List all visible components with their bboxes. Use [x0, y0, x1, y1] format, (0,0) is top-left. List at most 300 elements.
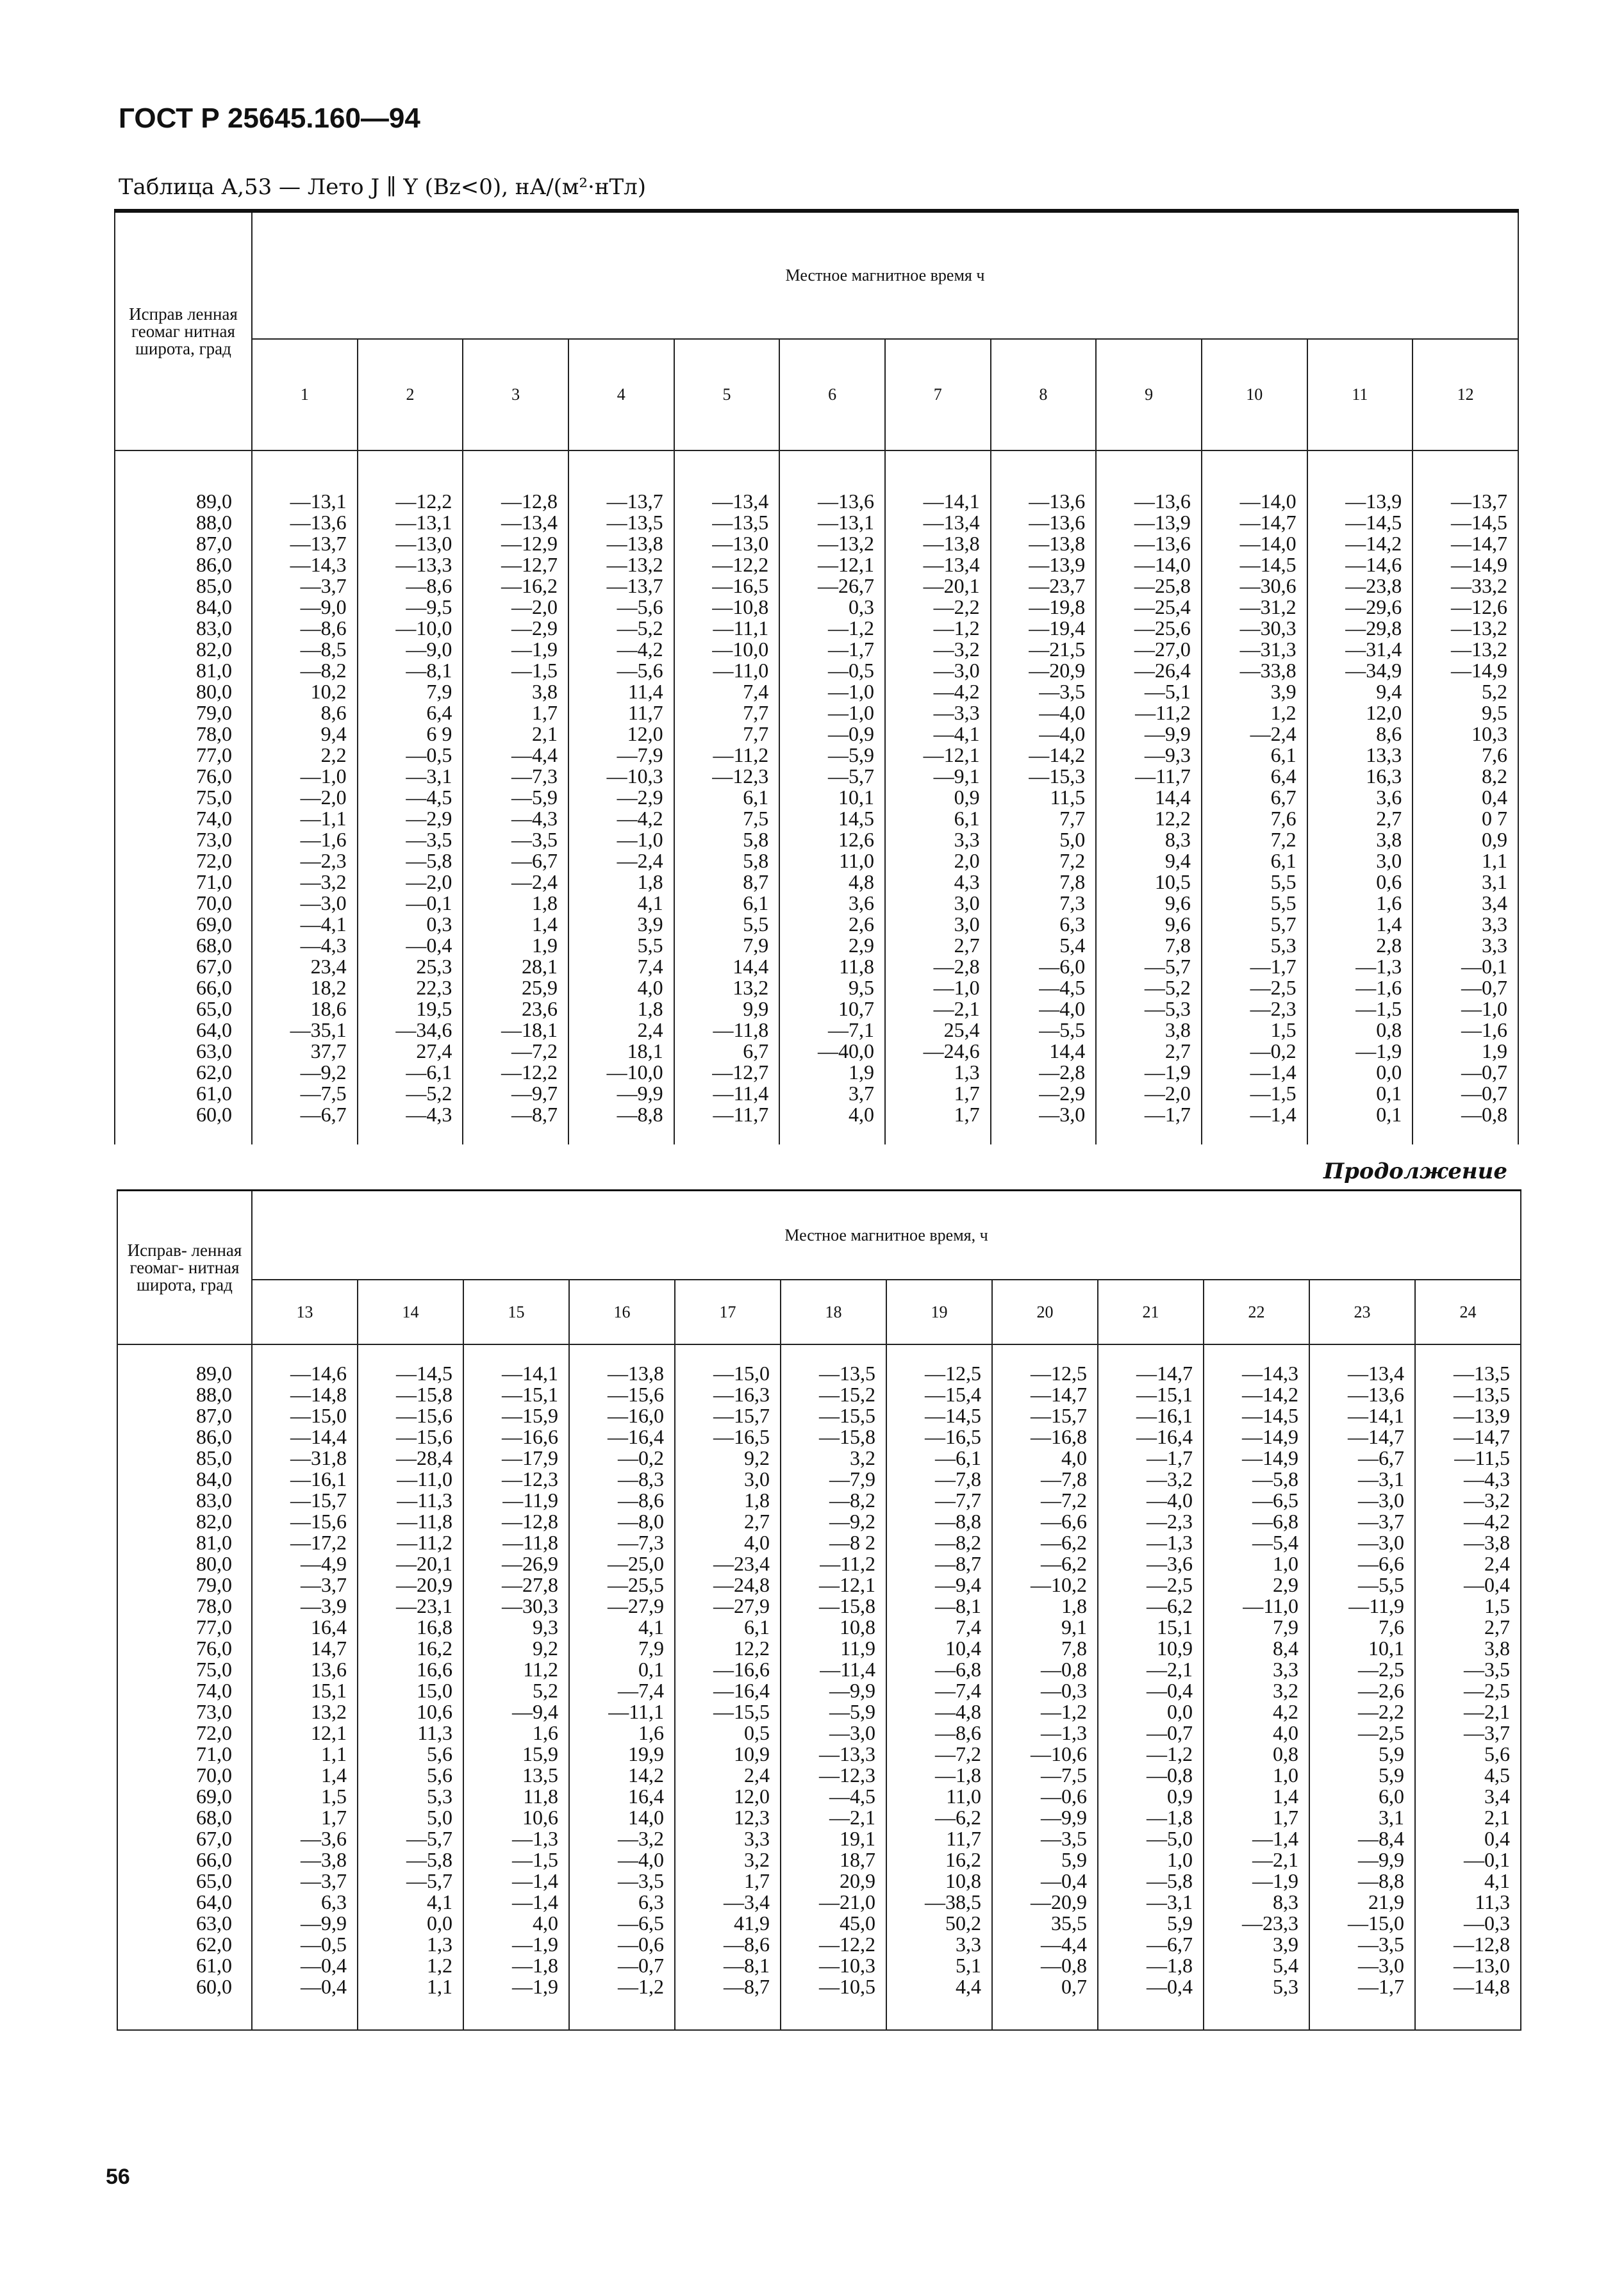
table-row: [117, 1807, 1521, 1828]
value-cell: —12,5: [992, 1344, 1098, 1384]
value-cell: —2,3: [1202, 998, 1307, 1020]
value-cell: —13,5: [781, 1344, 886, 1384]
latitude-cell: 74,0: [115, 808, 252, 829]
value-cell: —16,5: [675, 1426, 781, 1448]
value-cell: 8,4: [1204, 1638, 1309, 1659]
value-cell: —3,6: [1098, 1553, 1204, 1574]
value-cell: —38,5: [886, 1892, 992, 1913]
value-cell: 5,2: [1413, 681, 1518, 702]
value-cell: —5,4: [1204, 1532, 1309, 1553]
latitude-cell: 87,0: [117, 1405, 252, 1426]
value-cell: 9,4: [1307, 681, 1413, 702]
value-cell: 6,3: [569, 1892, 675, 1913]
value-cell: —14,5: [358, 1344, 463, 1384]
value-cell: 3,3: [1413, 914, 1518, 935]
value-cell: —4,5: [991, 977, 1097, 998]
value-cell: 15,0: [358, 1680, 463, 1701]
value-cell: 10,5: [1096, 871, 1202, 893]
value-cell: —3,7: [1415, 1722, 1521, 1744]
value-cell: —16,4: [1098, 1426, 1204, 1448]
value-cell: 2,2: [252, 745, 358, 766]
value-cell: —1,6: [1307, 977, 1413, 998]
value-cell: —12,6: [1413, 597, 1518, 618]
value-cell: —8,8: [568, 1104, 674, 1144]
value-cell: —10,5: [781, 1976, 886, 2030]
value-cell: —4,5: [358, 787, 463, 808]
value-cell: —6,2: [1098, 1596, 1204, 1617]
latitude-cell: 75,0: [115, 787, 252, 808]
value-cell: —17,9: [463, 1448, 569, 1469]
table-row: [115, 512, 1518, 533]
value-cell: —1,0: [1413, 998, 1518, 1020]
value-cell: —15,0: [675, 1344, 781, 1384]
value-cell: —14,9: [1413, 554, 1518, 575]
value-cell: —6,5: [1204, 1490, 1309, 1511]
value-cell: 16,4: [252, 1617, 358, 1638]
table-row: [115, 977, 1518, 998]
value-cell: —5,8: [358, 1849, 463, 1870]
value-cell: 13,6: [252, 1659, 358, 1680]
latitude-cell: 63,0: [115, 1041, 252, 1062]
value-cell: —23,1: [358, 1596, 463, 1617]
value-cell: —11,3: [358, 1490, 463, 1511]
value-cell: —13,1: [358, 512, 463, 533]
value-cell: —11,2: [674, 745, 780, 766]
value-cell: —14,5: [1413, 512, 1518, 533]
value-cell: —3,6: [252, 1828, 358, 1849]
value-cell: 20,9: [781, 1870, 886, 1892]
value-cell: 3,0: [885, 914, 991, 935]
value-cell: —0,4: [992, 1870, 1098, 1892]
value-cell: —5,0: [1098, 1828, 1204, 1849]
value-cell: 1,7: [463, 702, 568, 723]
value-cell: —13,5: [1415, 1344, 1521, 1384]
value-cell: —15,5: [781, 1405, 886, 1426]
value-cell: —0,3: [992, 1680, 1098, 1701]
value-cell: —29,8: [1307, 618, 1413, 639]
latitude-cell: 80,0: [115, 681, 252, 702]
value-cell: —7,8: [992, 1469, 1098, 1490]
value-cell: —3,5: [358, 829, 463, 850]
value-cell: 9,6: [1096, 893, 1202, 914]
value-cell: —14,6: [1307, 554, 1413, 575]
value-cell: —15,7: [252, 1490, 358, 1511]
value-cell: —8,6: [569, 1490, 675, 1511]
value-cell: —5,5: [1309, 1574, 1415, 1596]
value-cell: —9,0: [252, 597, 358, 618]
value-cell: —4,0: [991, 998, 1097, 1020]
value-cell: 0,4: [1413, 787, 1518, 808]
value-cell: 0,7: [992, 1976, 1098, 2030]
value-cell: 5,5: [1202, 871, 1307, 893]
value-cell: —8,4: [1309, 1828, 1415, 1849]
value-cell: 7,9: [358, 681, 463, 702]
value-cell: 4,0: [779, 1104, 885, 1144]
value-cell: 11,3: [358, 1722, 463, 1744]
value-cell: —1,8: [1098, 1955, 1204, 1976]
value-cell: 8,3: [1204, 1892, 1309, 1913]
value-cell: —12,2: [781, 1934, 886, 1955]
value-cell: —2,1: [1204, 1849, 1309, 1870]
value-cell: 19,9: [569, 1744, 675, 1765]
value-cell: 1,4: [463, 914, 568, 935]
value-cell: —13,6: [991, 450, 1097, 512]
table-row: [117, 1744, 1521, 1765]
value-cell: —4,3: [1415, 1469, 1521, 1490]
value-cell: —0,4: [358, 935, 463, 956]
value-cell: —3,1: [1098, 1892, 1204, 1913]
value-cell: —11,4: [781, 1659, 886, 1680]
hour-header: 10: [1202, 339, 1307, 450]
latitude-cell: 84,0: [117, 1469, 252, 1490]
value-cell: —14,5: [1204, 1405, 1309, 1426]
value-cell: —25,8: [1096, 575, 1202, 597]
table-row: [117, 1469, 1521, 1490]
hour-header: 2: [358, 339, 463, 450]
value-cell: 0,5: [675, 1722, 781, 1744]
value-cell: —16,8: [992, 1426, 1098, 1448]
value-cell: —13,4: [463, 512, 568, 533]
value-cell: 11,3: [1415, 1892, 1521, 1913]
latitude-cell: 70,0: [115, 893, 252, 914]
value-cell: —0,2: [1202, 1041, 1307, 1062]
latitude-cell: 73,0: [115, 829, 252, 850]
latitude-cell: 86,0: [117, 1426, 252, 1448]
value-cell: 3,9: [1202, 681, 1307, 702]
latitude-cell: 89,0: [117, 1344, 252, 1384]
value-cell: —8,1: [358, 660, 463, 681]
value-cell: —3,8: [252, 1849, 358, 1870]
latitude-cell: 60,0: [115, 1104, 252, 1144]
value-cell: —1,3: [1307, 956, 1413, 977]
value-cell: —11,1: [674, 618, 780, 639]
table-row: [115, 1062, 1518, 1083]
value-cell: 4,0: [463, 1913, 569, 1934]
value-cell: —16,6: [675, 1659, 781, 1680]
value-cell: —8,6: [675, 1934, 781, 1955]
value-cell: —9,4: [886, 1574, 992, 1596]
value-cell: —5,2: [1096, 977, 1202, 998]
value-cell: 1,5: [252, 1786, 358, 1807]
value-cell: —14,9: [1204, 1426, 1309, 1448]
value-cell: —4,4: [992, 1934, 1098, 1955]
value-cell: —6,6: [1309, 1553, 1415, 1574]
value-cell: 13,5: [463, 1765, 569, 1786]
value-cell: —2,3: [1098, 1511, 1204, 1532]
value-cell: 7,7: [674, 702, 780, 723]
value-cell: 18,7: [781, 1849, 886, 1870]
value-cell: 4,1: [1415, 1870, 1521, 1892]
value-cell: —5,8: [358, 850, 463, 871]
latitude-cell: 83,0: [117, 1490, 252, 1511]
document-header: ГОСТ Р 25645.160—94: [119, 103, 420, 134]
value-cell: —16,1: [1098, 1405, 1204, 1426]
latitude-cell: 72,0: [117, 1722, 252, 1744]
hour-header: 14: [358, 1280, 463, 1344]
value-cell: 4,0: [568, 977, 674, 998]
value-cell: —11,2: [358, 1532, 463, 1553]
value-cell: —12,7: [463, 554, 568, 575]
value-cell: 0,0: [1307, 1062, 1413, 1083]
value-cell: —13,4: [885, 554, 991, 575]
value-cell: —14,7: [1415, 1426, 1521, 1448]
value-cell: 16,2: [886, 1849, 992, 1870]
value-cell: —2,3: [252, 850, 358, 871]
table-row: [117, 1384, 1521, 1405]
value-cell: —20,9: [992, 1892, 1098, 1913]
value-cell: —4,3: [358, 1104, 463, 1144]
value-cell: —14,3: [1204, 1344, 1309, 1384]
value-cell: —25,5: [569, 1574, 675, 1596]
value-cell: 7,5: [674, 808, 780, 829]
value-cell: —1,8: [463, 1955, 569, 1976]
value-cell: 19,5: [358, 998, 463, 1020]
value-cell: —8,7: [886, 1553, 992, 1574]
value-cell: 5,1: [886, 1955, 992, 1976]
value-cell: 9,4: [1096, 850, 1202, 871]
table-row: [117, 1828, 1521, 1849]
value-cell: 25,3: [358, 956, 463, 977]
value-cell: —29,6: [1307, 597, 1413, 618]
latitude-cell: 81,0: [115, 660, 252, 681]
latitude-cell: 61,0: [115, 1083, 252, 1104]
value-cell: —12,3: [463, 1469, 569, 1490]
value-cell: 11,7: [886, 1828, 992, 1849]
value-cell: —2,0: [1096, 1083, 1202, 1104]
value-cell: —0,4: [1415, 1574, 1521, 1596]
value-cell: 12,6: [779, 829, 885, 850]
value-cell: —5,6: [568, 660, 674, 681]
value-cell: —14,2: [1204, 1384, 1309, 1405]
value-cell: —11,4: [674, 1083, 780, 1104]
value-cell: —13,2: [779, 533, 885, 554]
value-cell: —0,4: [1098, 1680, 1204, 1701]
value-cell: —8,8: [886, 1511, 992, 1532]
value-cell: 9,4: [252, 723, 358, 745]
value-cell: —12,2: [674, 554, 780, 575]
value-cell: —3,0: [991, 1104, 1097, 1144]
local-time-header: Местное магнитное время, ч: [252, 1191, 1521, 1280]
value-cell: 11,4: [568, 681, 674, 702]
value-cell: —11,1: [569, 1701, 675, 1722]
value-cell: —26,9: [463, 1553, 569, 1574]
value-cell: 5,0: [991, 829, 1097, 850]
value-cell: —10,0: [568, 1062, 674, 1083]
value-cell: —1,2: [992, 1701, 1098, 1722]
value-cell: 11,8: [463, 1786, 569, 1807]
value-cell: 16,2: [358, 1638, 463, 1659]
value-cell: 10,9: [1098, 1638, 1204, 1659]
value-cell: —13,0: [358, 533, 463, 554]
value-cell: —13,0: [1415, 1955, 1521, 1976]
table-row: [117, 1659, 1521, 1680]
value-cell: —31,4: [1307, 639, 1413, 660]
value-cell: —12,8: [1415, 1934, 1521, 1955]
value-cell: —21,0: [781, 1892, 886, 1913]
value-cell: —12,2: [358, 450, 463, 512]
value-cell: —31,3: [1202, 639, 1307, 660]
value-cell: 41,9: [675, 1913, 781, 1934]
value-cell: —4,2: [1415, 1511, 1521, 1532]
value-cell: 8,6: [1307, 723, 1413, 745]
latitude-cell: 85,0: [115, 575, 252, 597]
latitude-cell: 71,0: [115, 871, 252, 893]
value-cell: —6,5: [569, 1913, 675, 1934]
value-cell: 10,4: [886, 1638, 992, 1659]
value-cell: —2,5: [1309, 1722, 1415, 1744]
value-cell: 5,5: [674, 914, 780, 935]
value-cell: —35,1: [252, 1020, 358, 1041]
value-cell: —3,7: [252, 1574, 358, 1596]
value-cell: —15,6: [569, 1384, 675, 1405]
value-cell: 9,6: [1096, 914, 1202, 935]
value-cell: —7,4: [569, 1680, 675, 1701]
latitude-cell: 70,0: [117, 1765, 252, 1786]
value-cell: —13,8: [991, 533, 1097, 554]
value-cell: 1,6: [569, 1722, 675, 1744]
data-table-hours-1-12: [114, 209, 1519, 1144]
value-cell: —9,9: [252, 1913, 358, 1934]
value-cell: —2,6: [1309, 1680, 1415, 1701]
value-cell: —1,7: [1096, 1104, 1202, 1144]
latitude-cell: 83,0: [115, 618, 252, 639]
value-cell: —4,1: [252, 914, 358, 935]
value-cell: —16,1: [252, 1469, 358, 1490]
value-cell: 9,2: [675, 1448, 781, 1469]
value-cell: —8,7: [675, 1976, 781, 2030]
value-cell: 1,7: [885, 1083, 991, 1104]
value-cell: 45,0: [781, 1913, 886, 1934]
latitude-cell: 76,0: [117, 1638, 252, 1659]
value-cell: —16,2: [463, 575, 568, 597]
value-cell: —11,8: [463, 1532, 569, 1553]
table-row: [115, 766, 1518, 787]
value-cell: 9,5: [779, 977, 885, 998]
value-cell: 3,3: [885, 829, 991, 850]
value-cell: —2,1: [885, 998, 991, 1020]
table-row: [117, 1617, 1521, 1638]
value-cell: 11,7: [568, 702, 674, 723]
value-cell: 0,1: [1307, 1083, 1413, 1104]
value-cell: —3,5: [1309, 1934, 1415, 1955]
latitude-cell: 67,0: [115, 956, 252, 977]
value-cell: —15,6: [358, 1426, 463, 1448]
value-cell: 6,4: [1202, 766, 1307, 787]
value-cell: 4,1: [568, 893, 674, 914]
value-cell: 11,9: [781, 1638, 886, 1659]
value-cell: —8,6: [886, 1722, 992, 1744]
value-cell: 10,8: [781, 1617, 886, 1638]
value-cell: —7,1: [779, 1020, 885, 1041]
hour-header: 20: [992, 1280, 1098, 1344]
value-cell: 1,9: [779, 1062, 885, 1083]
value-cell: —6,0: [991, 956, 1097, 977]
latitude-cell: 71,0: [117, 1744, 252, 1765]
value-cell: —1,5: [1202, 1083, 1307, 1104]
latitude-cell: 76,0: [115, 766, 252, 787]
value-cell: 3,9: [568, 914, 674, 935]
value-cell: 0,3: [779, 597, 885, 618]
value-cell: 5,3: [1204, 1976, 1309, 2030]
value-cell: 12,0: [568, 723, 674, 745]
table-row: [117, 1976, 1521, 2030]
value-cell: —13,5: [568, 512, 674, 533]
value-cell: 0,8: [1307, 1020, 1413, 1041]
latitude-cell: 62,0: [117, 1934, 252, 1955]
value-cell: —4,0: [569, 1849, 675, 1870]
value-cell: —14,7: [1309, 1426, 1415, 1448]
table-row: [117, 1722, 1521, 1744]
value-cell: —1,7: [1098, 1448, 1204, 1469]
value-cell: 4,0: [675, 1532, 781, 1553]
latitude-cell: 79,0: [115, 702, 252, 723]
value-cell: 14,4: [674, 956, 780, 977]
table-row: [115, 639, 1518, 660]
value-cell: —0,7: [569, 1955, 675, 1976]
table-row: [117, 1934, 1521, 1955]
latitude-cell: 75,0: [117, 1659, 252, 1680]
table-row: [117, 1913, 1521, 1934]
value-cell: 1,0: [1204, 1765, 1309, 1786]
value-cell: —13,8: [568, 533, 674, 554]
value-cell: —19,8: [991, 597, 1097, 618]
value-cell: —0,5: [358, 745, 463, 766]
value-cell: 5,4: [1204, 1955, 1309, 1976]
value-cell: —3,2: [569, 1828, 675, 1849]
value-cell: —0,7: [1413, 1083, 1518, 1104]
value-cell: 5,8: [674, 829, 780, 850]
value-cell: —4,9: [252, 1553, 358, 1574]
value-cell: 8,2: [1413, 766, 1518, 787]
value-cell: —12,5: [886, 1344, 992, 1384]
value-cell: 0,0: [358, 1913, 463, 1934]
value-cell: —11,9: [1309, 1596, 1415, 1617]
value-cell: —30,3: [463, 1596, 569, 1617]
value-cell: 0,0: [1098, 1701, 1204, 1722]
value-cell: —11,9: [463, 1490, 569, 1511]
value-cell: —8,6: [252, 618, 358, 639]
value-cell: —24,6: [885, 1041, 991, 1062]
value-cell: —3,5: [463, 829, 568, 850]
value-cell: 1,3: [358, 1934, 463, 1955]
value-cell: 1,4: [1307, 914, 1413, 935]
latitude-cell: 82,0: [117, 1511, 252, 1532]
value-cell: 11,0: [886, 1786, 992, 1807]
value-cell: —8,7: [463, 1104, 568, 1144]
hour-header: 11: [1307, 339, 1413, 450]
value-cell: —13,5: [1415, 1384, 1521, 1405]
data-table-hours-13-24: [117, 1189, 1521, 2031]
value-cell: —1,4: [463, 1892, 569, 1913]
latitude-cell: 67,0: [117, 1828, 252, 1849]
value-cell: —14,7: [992, 1384, 1098, 1405]
value-cell: 16,3: [1307, 766, 1413, 787]
value-cell: —3,4: [675, 1892, 781, 1913]
value-cell: —1,7: [1202, 956, 1307, 977]
value-cell: 3,4: [1415, 1786, 1521, 1807]
value-cell: —3,0: [1309, 1490, 1415, 1511]
value-cell: —8,1: [675, 1955, 781, 1976]
value-cell: —0,4: [252, 1976, 358, 2030]
value-cell: —25,0: [569, 1553, 675, 1574]
value-cell: —9,9: [1096, 723, 1202, 745]
value-cell: —15,8: [781, 1596, 886, 1617]
value-cell: 5,9: [992, 1849, 1098, 1870]
value-cell: —25,4: [1096, 597, 1202, 618]
table-row: [115, 1104, 1518, 1144]
latitude-cell: 78,0: [117, 1596, 252, 1617]
value-cell: 12,2: [675, 1638, 781, 1659]
